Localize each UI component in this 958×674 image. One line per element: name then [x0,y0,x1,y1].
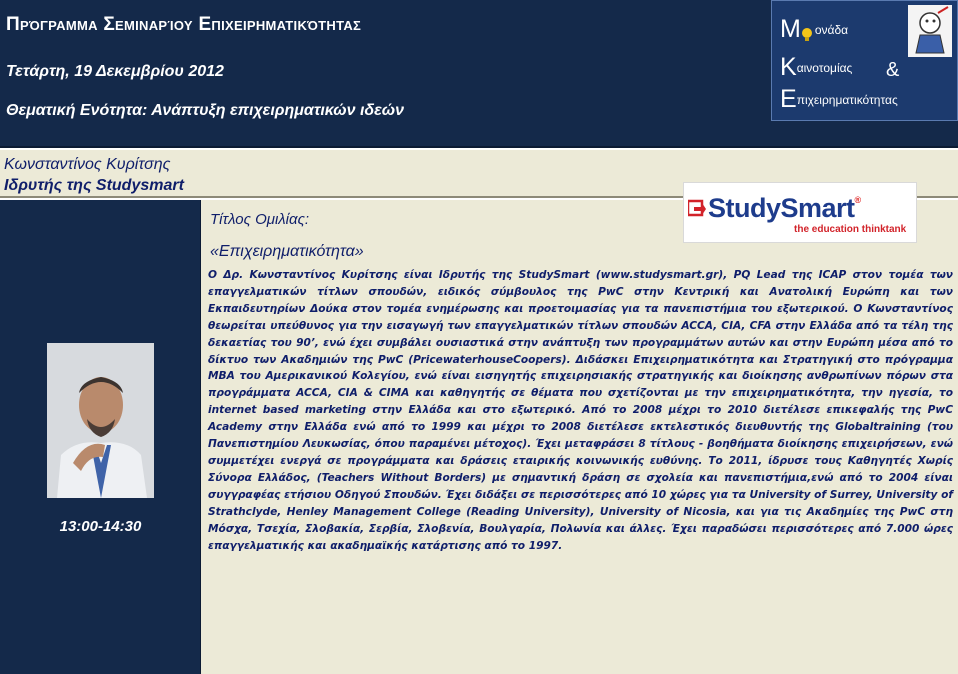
logo-text-1: ονάδα [814,23,849,37]
speaker-role: Ιδρυτής της Studysmart [4,177,184,194]
studysmart-word-smart: Smart [780,193,855,223]
event-date: Τετάρτη, 19 Δεκεμβρίου 2012 [6,63,224,80]
studysmart-tagline: the education thinktank [794,224,907,235]
logo-initial-e: Ε [780,85,797,113]
talk-title: «Επιχειρηματικότητα» [210,243,364,260]
studysmart-wordmark [708,193,861,224]
session-time: 13:00-14:30 [59,518,142,535]
page-title: Πρόγραμμα Σεμιναρίου Επιχειρηματικότητας [6,14,362,35]
studysmart-word-study: Study [708,193,781,223]
studysmart-registered: ® [854,195,861,205]
logo-text-3: πιχειρηματικότητας [796,93,898,107]
left-column [0,200,201,674]
speaker-portrait-icon [47,343,154,498]
logo-line-3 [780,87,898,112]
logo-initial-m: Μ [780,15,801,43]
theme-line: Θεματική Ενότητα: Ανάπτυξη επιχειρηματικών ιδεών [6,102,405,119]
logo-initial-k: Κ [780,53,797,81]
studysmart-mark-icon [688,199,706,217]
logo-ampersand: & [886,59,900,81]
logo-line-1 [780,17,848,42]
mascot-icon [908,5,952,57]
lightbulb-icon [801,27,813,43]
talk-content [201,200,958,674]
speaker-name: Κωνσταντίνος Κυρίτσης [4,156,171,173]
logo-text-2: αινοτομίας [796,61,853,75]
talk-label: Τίτλος Ομιλίας: [210,211,310,228]
speaker-photo [47,343,154,498]
studysmart-logo [683,182,917,243]
speaker-bio: Ο Δρ. Κωνσταντίνος Κυρίτσης είναι Ιδρυτής της StudySmart (www.studysmart.gr), PQ Lead της ICAP στον τομέα των επαγγελματικών τίτλων σπουδών, ειδικός σύμβουλος της PwC στην Κεντρική και Ανατολική Ευρώπη και των Εκπαιδευτηρίων Δούκα στον τομέα ενημέρωσης και προετοιμασίας για τα πανεπιστήμια του εξωτερικού. Ο Κωνσταντίνος θεωρείται υπεύθυνος για την εισαγωγή των επαγγελματικών τίτλων σπουδών ACCA, CIA, CFA στην Ελλάδα από τα τέλη της δεκαετίας του 90’, ενώ έχει συμβάλει ουσιαστικά στην ανάπτυξη των προγραμμάτων αυτών και στην Ευρώπη μέσα από το δίκτυο των Ακαδημιών της PwC (PricewaterhouseCoopers). Διδάσκει Επιχειρηματικότητα και Στρατηγική στο πρόγραμμα MBA του Αμερικανικού Κολεγίου, ενώ είναι εισηγητής επιχειρησιακής στρατηγικής και διοίκησης ανθρωπίνων πόρων στα προγράμματα ACCA, CIA & CIMA και καθηγητής σε θέματα που σχετίζονται με την επιχειρηματικότητα, την ηγεσία, το internet based marketing στην Ελλάδα και στο εξωτερικό. Από το 2008 μέχρι το 2010 διετέλεσε επικεφαλής της PwC Academy στην Ελλάδα ενώ από το 1999 και μέχρι το 2008 διετέλεσε εκτελεστικός διευθυντής της Globaltraining (του Πανεπιστημίου Λευκωσίας, όπου παραμένει μέτοχος). Έχει μεταφράσει 8 τίτλους - βοηθήματα διοίκησης επιχειρήσεων, ενώ συμμετέχει ενεργά σε προγράμματα και δράσεις εταιρικής κοινωνικής ευθύνης. Το 2011, ίδρυσε τους Καθηγητές Χωρίς Σύνορα Ελλάδος, (Teachers Without Borders) με σημαντική δράση σε σχολεία και πανεπιστήμια,ενώ από το 2004 είναι συγγραφέας ετήσιου Οδηγού Σπουδών. Έχει διδάξει σε περισσότερες από 10 χώρες για τα University of Surrey, University of Strathclyde, Henley Management College (Reading University), University of Nicosia, και για τις Ακαδημίες της PwC στη Μόσχα, Τσεχία, Σλοβακία, Σερβία, Σλοβενία, Βουλγαρία, Πολωνία και άλλες. Έχει παραδώσει περισσότερες από 7.000 ώρες επαγγελματικής και ακαδημαϊκής κατάρτισης από το 1997. [208,269,953,552]
unit-logo [771,0,958,121]
logo-line-2 [780,55,852,80]
